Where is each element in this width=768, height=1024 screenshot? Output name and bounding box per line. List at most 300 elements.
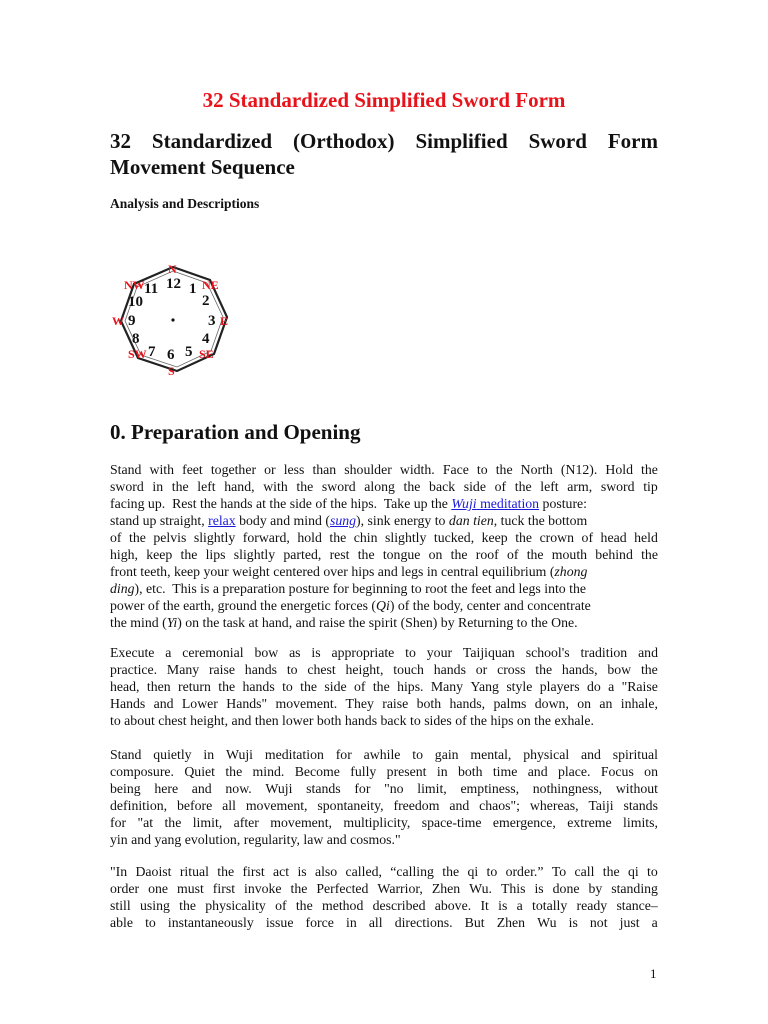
word: movement, — [270, 815, 332, 830]
text-line — [110, 695, 658, 712]
word: Wuji — [265, 781, 293, 796]
word: the — [300, 679, 318, 694]
text-line — [110, 797, 658, 814]
word: This — [500, 881, 526, 896]
word: movement. — [275, 696, 338, 711]
word: to — [405, 645, 416, 660]
clock-number-4: 4 — [202, 331, 210, 347]
word: roof — [475, 547, 499, 562]
word: Stand — [110, 462, 142, 477]
word: instantaneously — [167, 915, 254, 930]
subtitle-word: Sword — [528, 129, 587, 153]
word: slightly — [233, 547, 276, 562]
text-span: ) on the task at hand, and raise the spirit (Shen) by Returning to the One. — [177, 615, 578, 630]
text-span: ), sink energy to — [356, 513, 449, 528]
relax-link[interactable]: relax — [208, 513, 236, 528]
word: ceremonial — [182, 645, 244, 660]
word: slightly — [385, 530, 427, 545]
word: bow — [254, 645, 279, 660]
word: act — [273, 864, 290, 879]
word: composure. — [110, 764, 174, 779]
word: also — [314, 864, 338, 879]
word: emergence, — [492, 815, 556, 830]
word: chest — [307, 662, 336, 677]
subtitle-word: Standardized — [151, 129, 273, 153]
text-line — [110, 461, 658, 478]
word: Hands — [110, 696, 146, 711]
word: qi — [467, 864, 479, 879]
word: and — [527, 764, 548, 779]
word: "no — [384, 781, 404, 796]
word: cross — [497, 662, 526, 677]
word: to — [486, 864, 498, 879]
word: standing — [611, 881, 658, 896]
word: the — [179, 898, 196, 913]
word: both — [416, 696, 442, 711]
document-title: 32 Standardized Simplified Sword Form — [202, 88, 566, 112]
subtitle-line-2: Movement Sequence — [110, 155, 295, 179]
word: not — [589, 915, 608, 930]
word: the — [526, 547, 544, 562]
word: the — [357, 547, 375, 562]
word: the — [180, 547, 198, 562]
word: the — [514, 479, 532, 494]
word: the — [218, 679, 236, 694]
word: limit, — [192, 815, 223, 830]
word: emptiness, — [460, 781, 520, 796]
word: the — [372, 679, 390, 694]
word: chin — [353, 530, 378, 545]
word: practice. — [110, 662, 158, 677]
word: first — [242, 864, 265, 879]
text-span: stand up straight, — [110, 513, 209, 528]
word: forward, — [242, 530, 290, 545]
word: crown — [539, 530, 575, 545]
direction-n: N — [168, 262, 177, 276]
word: return — [177, 679, 211, 694]
word: To — [551, 864, 567, 879]
word: in — [152, 479, 164, 494]
text-line — [110, 597, 658, 614]
word: Wu. — [469, 881, 492, 896]
word: (N12). — [560, 462, 598, 477]
word: to — [145, 915, 156, 930]
word: of — [110, 530, 122, 545]
word: for — [110, 815, 127, 830]
word: the — [296, 479, 314, 494]
word: parted, — [283, 547, 322, 562]
text-line — [110, 914, 658, 931]
word: ritual — [179, 864, 209, 879]
text-line — [110, 478, 658, 495]
word: after — [233, 815, 259, 830]
word: the — [640, 662, 658, 677]
word: Daoist — [135, 864, 172, 879]
text-span: ) of the body, center and concentrate — [389, 598, 591, 613]
text-line — [110, 529, 658, 546]
word: the — [602, 864, 620, 879]
wuji-meditation-link[interactable] — [451, 495, 539, 512]
word: or — [264, 462, 276, 477]
word: the — [171, 479, 189, 494]
word: using — [139, 898, 170, 913]
clock-number-10: 10 — [128, 294, 143, 310]
word: on — [577, 696, 592, 711]
word: mind. — [252, 764, 285, 779]
word: above. — [434, 898, 472, 913]
word: done — [552, 881, 580, 896]
text-span — [110, 914, 658, 931]
text-italic: Yi — [166, 615, 178, 630]
word: with — [149, 462, 175, 477]
word: ready — [576, 898, 608, 913]
clock-number-11: 11 — [144, 281, 159, 297]
word: for — [335, 747, 352, 762]
word: order.” — [505, 864, 544, 879]
text-line — [110, 897, 658, 914]
word: of — [275, 898, 287, 913]
word: Hands" — [226, 696, 268, 711]
word: present — [386, 764, 427, 779]
word: of — [581, 530, 594, 545]
direction-nw: NW — [124, 278, 145, 292]
word: together — [210, 462, 257, 477]
word: raise — [382, 696, 409, 711]
word: definition, — [110, 798, 168, 813]
word: qi — [627, 864, 639, 879]
text-line — [110, 546, 658, 563]
word: the — [217, 864, 235, 879]
word: less — [283, 462, 305, 477]
word: North — [520, 462, 553, 477]
word: as — [289, 645, 301, 660]
word: is — [311, 645, 321, 660]
word: still — [110, 898, 131, 913]
document-subtitle — [110, 128, 658, 180]
text-span: the mind ( — [110, 615, 167, 630]
word: freedom — [393, 798, 440, 813]
compass-center-dot — [171, 318, 174, 321]
word: feet — [182, 462, 203, 477]
word: is — [534, 881, 544, 896]
word: Face — [442, 462, 469, 477]
word: appropriate — [331, 645, 395, 660]
word: Quiet — [184, 764, 215, 779]
direction-e: E — [220, 314, 229, 328]
word: is — [297, 864, 307, 879]
word: physical — [523, 747, 570, 762]
word: awhile — [363, 747, 401, 762]
word: then — [146, 679, 171, 694]
word: directions. — [394, 915, 453, 930]
word: on — [644, 764, 658, 779]
text-line — [110, 580, 658, 597]
word: width. — [399, 462, 435, 477]
word: here — [154, 781, 179, 796]
text-line — [110, 512, 658, 529]
text-line — [110, 563, 658, 580]
text-span: ), etc. This is a preparation posture for beginning to root the feet and legs into the — [134, 581, 587, 596]
word: Perfected — [316, 881, 369, 896]
word: Yang — [470, 679, 499, 694]
word: an — [599, 696, 613, 711]
text-span — [110, 478, 658, 495]
direction-s: S — [168, 364, 175, 378]
subtitle-word: (Orthodox) — [293, 129, 395, 153]
word: hands — [433, 662, 466, 677]
text-italic: Qi — [376, 598, 390, 613]
word: space-time — [421, 815, 482, 830]
word: keep — [481, 530, 508, 545]
text-span — [110, 746, 658, 763]
clock-number-12: 12 — [166, 276, 181, 292]
subtitle-word: 32 — [110, 129, 131, 153]
link-rest: meditation — [476, 496, 540, 511]
paragraph-preparation — [110, 461, 658, 631]
word: able — [110, 915, 133, 930]
word: It — [480, 898, 489, 913]
clock-number-3: 3 — [208, 313, 216, 329]
word: hands — [244, 662, 277, 677]
direction-se: SE — [199, 347, 214, 361]
paragraph-bow — [110, 644, 658, 729]
text-span: to about chest height, and then lower both hands back to sides of the hips on the exhale. — [110, 713, 594, 728]
word: Taiji — [588, 798, 614, 813]
word: players — [539, 679, 580, 694]
word: palms — [493, 696, 527, 711]
word: keep — [146, 547, 173, 562]
word: "at — [137, 815, 154, 830]
word: hands, — [561, 662, 598, 677]
word: pelvis — [153, 530, 187, 545]
word: invoke — [244, 881, 282, 896]
word: of — [494, 479, 507, 494]
text-span — [110, 814, 658, 831]
word: hand, — [224, 479, 255, 494]
word: in — [436, 764, 448, 779]
word: "In — [110, 864, 128, 879]
text-line — [110, 712, 658, 729]
word: must — [176, 881, 204, 896]
word: quietly — [153, 747, 192, 762]
word: is — [498, 898, 508, 913]
word: hands — [242, 679, 275, 694]
text-span: yin and yang evolution, regularity, law and cosmos." — [110, 832, 401, 847]
word: nothingness, — [532, 781, 603, 796]
text-line — [110, 814, 658, 831]
text-span: power of the earth, ground the energetic forces ( — [110, 598, 376, 613]
word: the — [295, 898, 313, 913]
text-line — [110, 863, 658, 880]
word: the — [164, 815, 182, 830]
word: mouth — [551, 547, 588, 562]
sung-link[interactable]: sung — [329, 513, 357, 528]
word: your — [426, 645, 453, 660]
subtitle-word: Simplified — [415, 129, 508, 153]
word: order — [110, 881, 140, 896]
word: sword — [321, 479, 356, 494]
clock-number-9: 9 — [128, 313, 136, 329]
word: force — [305, 915, 334, 930]
word: Hold — [605, 462, 633, 477]
word: now. — [225, 781, 252, 796]
word: call — [574, 864, 595, 879]
compass-clock-diagram — [110, 258, 236, 384]
text-line — [110, 495, 658, 512]
word: side — [324, 679, 347, 694]
word: the — [129, 530, 146, 545]
word: before — [177, 798, 213, 813]
word: for — [354, 781, 371, 796]
text-italic: ding — [110, 581, 135, 596]
word: by — [588, 881, 603, 896]
word: tip — [643, 479, 658, 494]
word: on — [428, 547, 443, 562]
word: stance– — [616, 898, 658, 913]
word: Become — [294, 764, 340, 779]
word: with — [263, 479, 288, 494]
word: limits, — [623, 815, 658, 830]
clock-number-1: 1 — [189, 281, 197, 297]
word: the — [641, 547, 658, 562]
word: tongue — [382, 547, 421, 562]
word: or — [475, 662, 488, 677]
word: a — [651, 915, 658, 930]
word: a — [165, 645, 172, 660]
clock-number-2: 2 — [202, 293, 210, 309]
word: do — [586, 679, 601, 694]
analysis-heading: Analysis and Descriptions — [110, 196, 260, 211]
word: side — [463, 479, 486, 494]
word: than — [312, 462, 337, 477]
word: Focus — [600, 764, 634, 779]
text-line — [110, 763, 658, 780]
word: bow — [607, 662, 632, 677]
text-span: facing up. Rest the hands at the side of the hips. Take up the — [110, 496, 452, 511]
word: multiplicity, — [343, 815, 411, 830]
text-span: posture: — [539, 496, 587, 511]
word: hold — [297, 530, 322, 545]
word: and — [449, 798, 470, 813]
word: fully — [350, 764, 377, 779]
word: physicality — [205, 898, 266, 913]
word: and — [153, 696, 174, 711]
word: down, — [534, 696, 569, 711]
text-line — [110, 661, 658, 678]
word: the — [442, 864, 460, 879]
word: and — [638, 645, 658, 660]
word: head — [600, 530, 627, 545]
section-heading: 0. Preparation and Opening — [110, 420, 361, 444]
word: Warrior, — [377, 881, 423, 896]
paragraph-wuji — [110, 746, 658, 848]
word: the — [290, 881, 308, 896]
word: chaos"; — [479, 798, 521, 813]
word: mental, — [470, 747, 512, 762]
text-span — [110, 461, 658, 478]
text-span — [110, 897, 658, 914]
word: Zhen — [496, 915, 526, 930]
word: Taijiquan — [462, 645, 515, 660]
word: style — [506, 679, 533, 694]
direction-sw: SW — [128, 347, 147, 361]
word: extreme — [567, 815, 612, 830]
clock-number-6: 6 — [167, 347, 175, 363]
text-line — [110, 880, 658, 897]
text-span — [110, 780, 658, 797]
word: method — [321, 898, 364, 913]
direction-ne: NE — [202, 278, 219, 292]
word: inhale, — [620, 696, 658, 711]
word: and — [191, 781, 212, 796]
word: to — [647, 864, 658, 879]
word: back — [429, 479, 456, 494]
word: is — [568, 915, 578, 930]
word: the — [225, 764, 243, 779]
word: Stand — [110, 747, 142, 762]
word: left — [197, 479, 216, 494]
word: to — [286, 662, 298, 677]
word: described — [372, 898, 426, 913]
word: being — [110, 781, 141, 796]
word: “calling — [390, 864, 434, 879]
text-span — [110, 763, 658, 780]
word: the — [403, 479, 421, 494]
word: a — [608, 679, 615, 694]
word: height, — [345, 662, 384, 677]
text-line — [110, 746, 658, 763]
text-span — [110, 546, 658, 563]
word: sword — [600, 479, 635, 494]
word: the — [535, 662, 553, 677]
word: to — [412, 747, 423, 762]
word: tucked, — [433, 530, 475, 545]
word: the — [641, 462, 658, 477]
text-span — [110, 797, 658, 814]
word: tradition — [580, 645, 628, 660]
word: limit, — [417, 781, 447, 796]
word: Wu — [537, 915, 557, 930]
word: school's — [525, 645, 570, 660]
word: all — [222, 798, 236, 813]
word: sword — [110, 479, 144, 494]
word: stands — [623, 798, 658, 813]
word: just — [619, 915, 640, 930]
word: rest — [329, 547, 350, 562]
text-line — [110, 780, 658, 797]
clock-number-5: 5 — [185, 344, 193, 360]
word: the — [329, 530, 347, 545]
text-line — [110, 644, 658, 661]
word: and — [581, 747, 601, 762]
text-span — [110, 529, 658, 546]
word: high, — [110, 547, 138, 562]
word: a — [516, 898, 523, 913]
word: in — [203, 747, 215, 762]
word: Many — [166, 662, 200, 677]
word: Many — [430, 679, 464, 694]
word: time — [492, 764, 518, 779]
word: both — [457, 764, 483, 779]
word: But — [464, 915, 485, 930]
text-italic: dan tien — [448, 513, 494, 528]
word: meditation — [264, 747, 324, 762]
word: held — [634, 530, 658, 545]
word: left — [540, 479, 559, 494]
word: along — [364, 479, 395, 494]
word: gain — [434, 747, 459, 762]
word: whereas, — [529, 798, 579, 813]
